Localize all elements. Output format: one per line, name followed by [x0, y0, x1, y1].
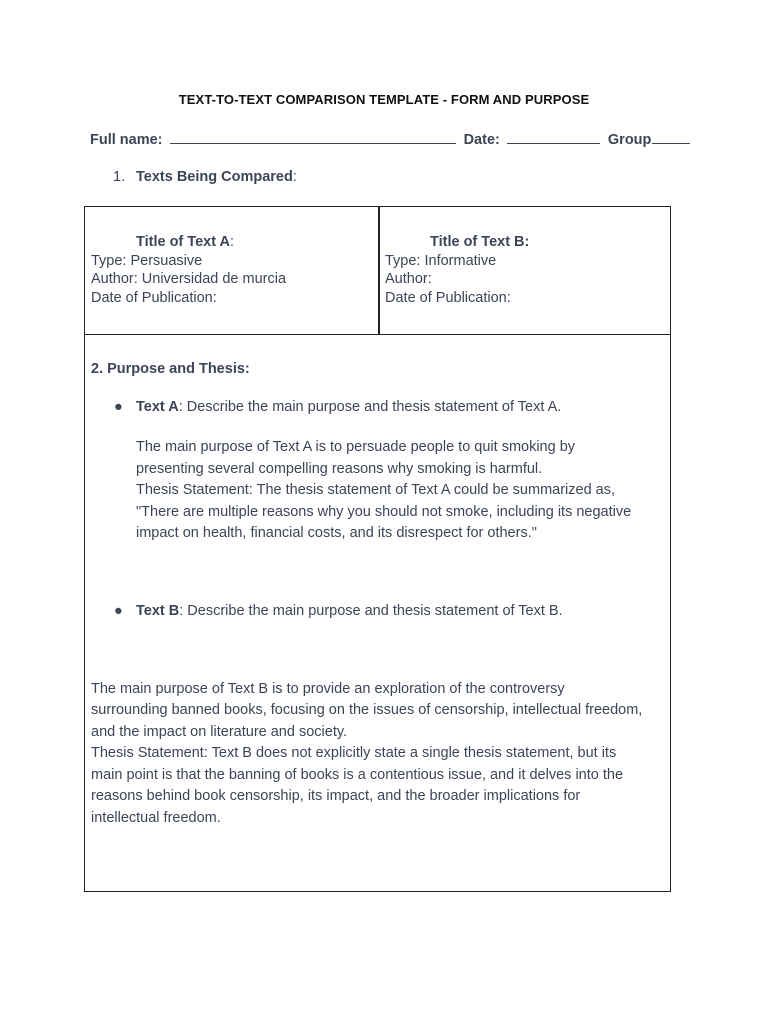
bullet-text-a: [91, 399, 666, 419]
text-b-title-label: Title of Text B:: [430, 234, 530, 250]
text-a-title-label: Title of Text A: [136, 234, 230, 250]
column-divider: [378, 207, 380, 334]
answer-b-line: and the impact on literature and society.: [91, 723, 348, 740]
page-title: TEXT-TO-TEXT COMPARISON TEMPLATE - FORM AND PURPOSE: [178, 92, 590, 107]
section-2-heading: 2. Purpose and Thesis:: [91, 361, 250, 377]
section-1-heading: [113, 169, 297, 185]
bullet-b-prompt: : Describe the main purpose and thesis statement of Text B.: [179, 602, 563, 619]
text-b-date: Date of Publication:: [385, 289, 511, 306]
row-divider: [85, 334, 670, 335]
section-1-title: Texts Being Compared: [136, 169, 293, 185]
answer-b-line: The main purpose of Text B is to provide an exploration of the controversy: [91, 680, 565, 697]
answer-a-line: "There are multiple reasons why you should not smoke, including its negative: [136, 503, 632, 520]
full-name-label: Full name:: [90, 132, 163, 148]
purpose-thesis-section: [91, 361, 666, 829]
bullet-dot-icon: ●: [114, 399, 123, 415]
section-1-suffix: :: [292, 169, 297, 185]
bullet-a-prompt: : Describe the main purpose and thesis statement of Text A.: [178, 399, 562, 415]
answer-a-line: presenting several compelling reasons why smoking is harmful.: [136, 460, 543, 477]
answer-b-line: intellectual freedom.: [91, 809, 221, 826]
group-field[interactable]: [652, 130, 690, 144]
bullet-dot-icon: ●: [114, 602, 123, 619]
bullet-text-b: [91, 603, 666, 623]
header-fields: [90, 130, 694, 148]
date-label: Date:: [463, 132, 500, 148]
text-a-author: Author: Universidad de murcia: [91, 271, 287, 287]
answer-a-line: Thesis Statement: The thesis statement of Text A could be summarized as,: [136, 482, 616, 498]
text-a-cell: [91, 233, 286, 307]
full-name-field[interactable]: [170, 130, 456, 144]
text-a-date: Date of Publication:: [91, 289, 217, 306]
answer-b-line: Thesis Statement: Text B does not explicitly state a single thesis statement, but its: [91, 745, 617, 761]
comparison-table: [84, 206, 671, 892]
group-label: Group: [607, 132, 652, 148]
bullet-a-label: Text A: [136, 399, 179, 415]
answer-b-line: surrounding banned books, focusing on the issues of censorship, intellectual freedom,: [91, 702, 643, 718]
text-b-cell: [385, 233, 529, 307]
answer-a-line: The main purpose of Text A is to persuade people to quit smoking by: [136, 439, 576, 455]
answer-b-line: reasons behind book censorship, its impact, and the broader implications for: [91, 788, 581, 804]
text-b-type: Type: Informative: [385, 252, 497, 269]
answer-b-line: main point is that the banning of books is a contentious issue, and it delves into the: [91, 766, 624, 783]
answer-text-b: [91, 679, 666, 830]
answer-a-line: impact on health, financial costs, and its disrespect for others.": [136, 525, 537, 541]
text-a-title-suffix: :: [230, 234, 235, 250]
date-field[interactable]: [507, 130, 600, 144]
bullet-b-label: Text B: [136, 602, 180, 619]
text-a-type: Type: Persuasive: [91, 252, 203, 269]
text-b-author: Author:: [385, 271, 432, 287]
section-1-number: 1.: [113, 169, 126, 185]
answer-text-a: [91, 437, 666, 545]
